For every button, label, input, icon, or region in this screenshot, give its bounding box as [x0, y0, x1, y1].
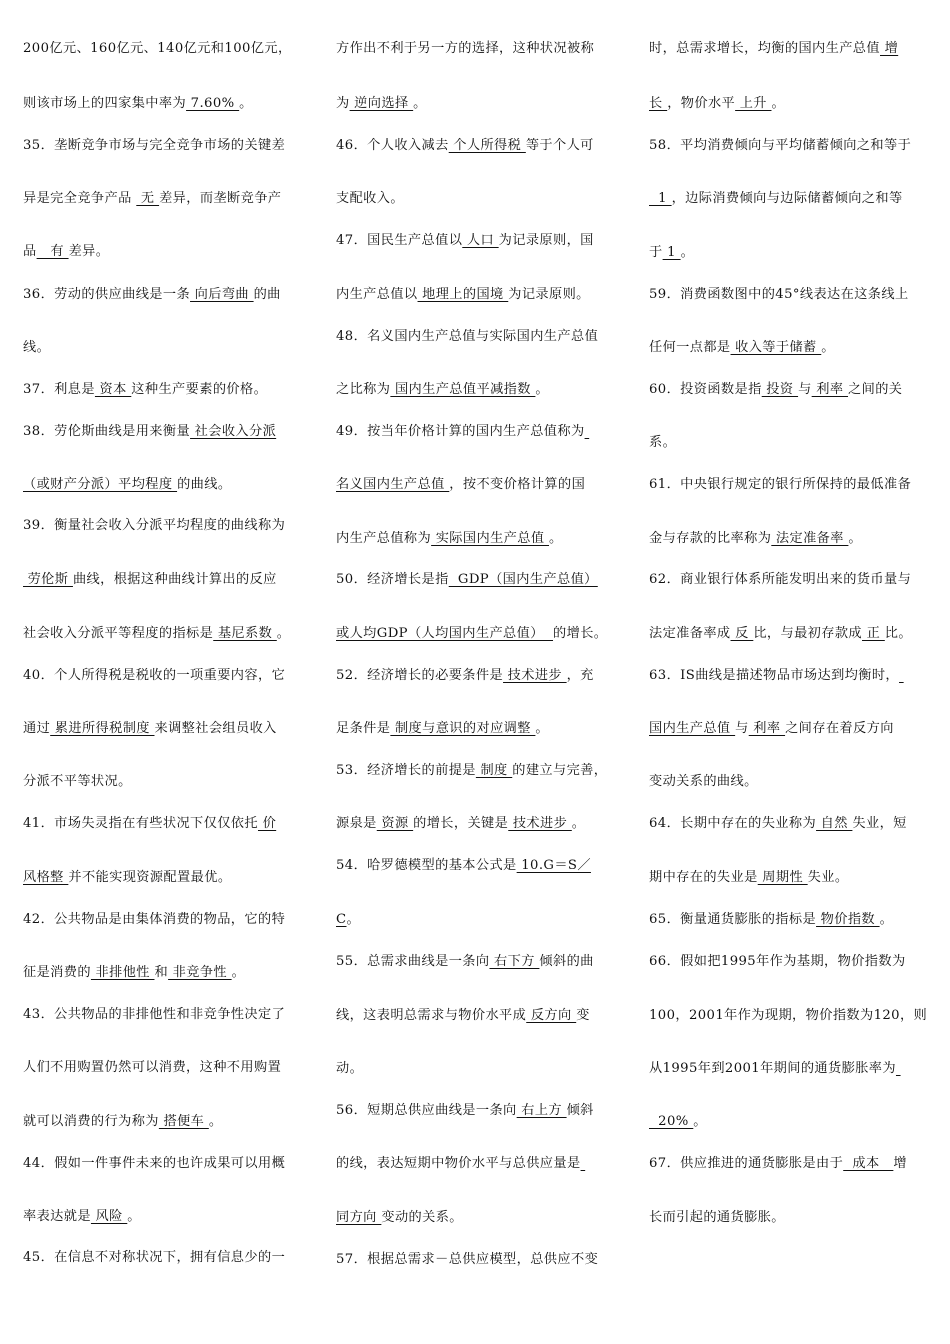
text-line: [649, 244, 694, 262]
text-segment: 线，这表明总需求与物价水平成: [336, 1008, 527, 1023]
answer-blank: 资源: [376, 816, 414, 831]
text-line: [649, 869, 848, 887]
text-line: [23, 339, 50, 357]
text-line: [23, 911, 285, 929]
text-segment: 56．短期总供应曲线是一条向: [336, 1103, 517, 1118]
text-line: [23, 1155, 285, 1173]
text-line: [23, 667, 285, 685]
text-line: [649, 190, 903, 208]
text-segment: 社会收入分派平等程度的指标是: [23, 626, 214, 641]
text-segment: 200亿元、160亿元、140亿元和100亿元，: [23, 41, 292, 56]
text-segment: 的增长，关键是: [413, 816, 509, 831]
answer-blank: 成本: [843, 1156, 894, 1171]
text-segment: 49．按当年价格计算的国内生产总值称为: [336, 424, 585, 439]
answer-blank: 上升: [735, 96, 772, 111]
text-segment: 等于个人可: [525, 138, 594, 153]
text-segment: 长而引起的通货膨胀。: [649, 1210, 785, 1225]
answer-blank: 人口: [462, 233, 499, 248]
answer-blank: 利率: [748, 721, 786, 736]
text-segment: 差异。: [68, 244, 110, 259]
answer-blank: 同方向: [336, 1210, 382, 1225]
text-line: [336, 857, 591, 875]
text-line: [23, 625, 290, 643]
text-line: [649, 1007, 927, 1025]
text-segment: 变动关系的曲线。: [649, 774, 758, 789]
text-line: [336, 1060, 363, 1078]
text-line: [23, 243, 109, 261]
text-segment: 则该市场上的四家集中率为: [23, 96, 187, 111]
text-segment: 比，与最初存款成: [753, 626, 863, 641]
text-line: [336, 667, 594, 685]
answer-blank: 投资: [761, 382, 799, 397]
text-line: [336, 625, 607, 643]
text-segment: ，物价水平: [667, 96, 736, 111]
answer-blank: 风险: [90, 1209, 128, 1224]
text-segment: 45．在信息不对称状况下，拥有信息少的一: [23, 1250, 286, 1265]
text-segment: 。: [771, 96, 786, 111]
text-segment: 46．个人收入减去: [336, 138, 449, 153]
text-segment: 的建立与完善，: [512, 763, 608, 778]
text-line: [649, 571, 911, 589]
text-segment: 并不能实现资源配置最优。: [68, 870, 232, 885]
text-line: [23, 1113, 222, 1131]
text-segment: 人们不用购置仍然可以消费，这种不用购置: [23, 1060, 282, 1075]
text-line: [23, 869, 231, 887]
text-line: [649, 667, 904, 685]
text-line: [23, 773, 132, 791]
text-line: [23, 476, 231, 494]
text-segment: 系。: [649, 435, 677, 450]
text-line: [23, 517, 285, 535]
text-segment: 时，总需求增长，均衡的国内生产总值: [649, 41, 880, 56]
text-segment: 之比称为: [336, 382, 391, 397]
text-line: [649, 1060, 901, 1078]
text-line: [336, 530, 563, 548]
answer-blank: 向后弯曲: [190, 287, 254, 302]
text-segment: 品: [23, 244, 37, 259]
text-segment: 58．平均消费倾向与平均储蓄倾向之和等于: [649, 138, 912, 153]
text-segment: 36．劳动的供应曲线是一条: [23, 287, 191, 302]
text-segment: 66．假如把1995年作为基期，物价指数为: [649, 954, 906, 969]
text-line: [649, 381, 902, 399]
text-segment: 增: [893, 1156, 907, 1171]
text-line: [649, 815, 907, 833]
text-segment: 的曲线。: [177, 477, 232, 492]
answer-blank: 利率: [811, 382, 849, 397]
text-segment: 65．衡量通货膨胀的指标是: [649, 912, 817, 927]
text-segment: 来调整社会组员收入: [154, 721, 277, 736]
answer-blank: 1: [662, 245, 681, 260]
text-segment: 40．个人所得税是税收的一项重要内容，它: [23, 668, 286, 683]
text-line: [23, 1059, 281, 1077]
text-line: [336, 720, 549, 738]
text-line: [336, 953, 594, 971]
text-segment: 从1995年到2001年期间的通货膨胀率为: [649, 1061, 896, 1076]
text-segment: 曲线，根据这种曲线计算出的反应: [72, 572, 277, 587]
answer-blank: 价: [257, 816, 277, 831]
text-segment: 。: [231, 965, 246, 980]
text-line: [23, 286, 281, 304]
answer-blank: 制度与意识的对应调整: [390, 721, 536, 736]
answer-blank: 无: [136, 191, 160, 206]
text-segment: 。: [680, 245, 695, 260]
text-segment: 倾斜: [566, 1103, 594, 1118]
text-segment: 63．IS曲线是描述物品市场达到均衡时，: [649, 668, 900, 683]
answer-blank: 名义国内生产总值: [336, 477, 450, 492]
text-segment: 失业。: [807, 870, 849, 885]
text-segment: 动。: [336, 1061, 364, 1076]
text-segment: 43．公共物品的非排他性和非竞争性决定了: [23, 1007, 286, 1022]
answer-blank: 反: [730, 626, 754, 641]
answer-blank: 1: [649, 191, 672, 206]
text-segment: 52．经济增长的必要条件是: [336, 668, 504, 683]
text-line: [649, 911, 893, 929]
answer-blank: 制度: [475, 763, 513, 778]
text-segment: 47．国民生产总值以: [336, 233, 463, 248]
text-segment: 67．供应推进的通货膨胀是由于: [649, 1156, 844, 1171]
answer-blank: 非排他性: [90, 965, 155, 980]
text-segment: 。: [693, 1114, 707, 1129]
text-line: [23, 137, 285, 155]
text-segment: 和: [154, 965, 169, 980]
answer-blank: 社会收入分派: [190, 424, 277, 439]
answer-blank: [585, 424, 590, 439]
answer-blank: 20%: [649, 1114, 694, 1129]
answer-blank: 风格整: [23, 870, 69, 885]
text-segment: 差异，而垄断竞争产: [159, 191, 282, 206]
text-segment: 61．中央银行规定的银行所保持的最低准备: [649, 477, 912, 492]
answer-blank: 正: [862, 626, 885, 641]
text-line: [336, 40, 594, 58]
text-segment: 。: [276, 626, 291, 641]
text-segment: ，边际消费倾向与边际储蓄倾向之和等: [671, 191, 903, 206]
text-segment: 于: [649, 245, 663, 260]
text-segment: 异是完全竞争产品: [23, 191, 137, 206]
text-segment: 内生产总值以: [336, 287, 418, 302]
text-segment: 倾斜的曲: [539, 954, 594, 969]
text-line: [649, 773, 758, 791]
text-segment: 为记录原则，国: [498, 233, 594, 248]
text-segment: 就可以消费的行为称为: [23, 1114, 159, 1129]
text-segment: 金与存款的比率称为: [649, 531, 772, 546]
text-line: [336, 286, 590, 304]
text-segment: 60．投资函数是指: [649, 382, 762, 397]
text-segment: 37．利息是: [23, 382, 95, 397]
text-line: [23, 1006, 285, 1024]
answer-blank: 反方向: [526, 1008, 577, 1023]
text-segment: 源泉是: [336, 816, 377, 831]
text-segment: 为: [336, 96, 350, 111]
text-line: [336, 137, 594, 155]
answer-blank: 有: [36, 244, 69, 259]
text-line: [23, 40, 292, 58]
text-segment: 41．市场失灵指在有些状况下仅仅依托: [23, 816, 258, 831]
answer-blank: 基尼系数: [213, 626, 277, 641]
answer-blank: [581, 1156, 586, 1171]
text-segment: 与: [798, 382, 812, 397]
text-line: [336, 1251, 598, 1269]
text-segment: ，充: [566, 668, 594, 683]
text-segment: 变动的关系。: [381, 1210, 463, 1225]
answer-blank: 长: [649, 96, 668, 111]
text-line: [649, 953, 906, 971]
text-line: [336, 381, 549, 399]
text-segment: 。: [549, 531, 563, 546]
text-segment: 线。: [23, 340, 51, 355]
text-line: [23, 95, 253, 113]
text-segment: 期中存在的失业是: [649, 870, 758, 885]
text-segment: 通过: [23, 721, 51, 736]
text-segment: 之间存在着反方向: [785, 721, 894, 736]
text-segment: 。: [535, 382, 550, 397]
text-segment: 48．名义国内生产总值与实际国内生产总值: [336, 329, 599, 344]
text-line: [336, 1209, 463, 1227]
answer-blank: GDP（国内生产总值）: [448, 572, 598, 587]
text-line: [649, 625, 912, 643]
text-segment: 64．长期中存在的失业称为: [649, 816, 817, 831]
answer-blank: 物价指数: [816, 912, 880, 927]
text-segment: 支配收入。: [336, 191, 404, 206]
text-line: [649, 1155, 907, 1173]
answer-blank: 周期性: [757, 870, 808, 885]
answer-blank: 实际国内生产总值: [431, 531, 550, 546]
text-line: [23, 720, 277, 738]
text-segment: 任何一点都是: [649, 340, 731, 355]
answer-blank: 搭便车: [158, 1114, 209, 1129]
text-segment: 42．公共物品是由集体消费的物品，它的特: [23, 912, 286, 927]
text-segment: 的增长。: [553, 626, 608, 641]
text-line: [336, 911, 360, 929]
answer-blank: 非竞争性: [168, 965, 232, 980]
text-segment: 之间的关: [848, 382, 903, 397]
answer-blank: [896, 1061, 901, 1076]
text-line: [23, 815, 276, 833]
answer-blank: 技术进步: [508, 816, 572, 831]
answer-blank: 或人均GDP（人均国内生产总值）: [336, 626, 554, 641]
answer-blank: 10.G＝S／: [516, 858, 591, 873]
text-segment: 的曲: [253, 287, 281, 302]
answer-blank: 右上方: [516, 1103, 567, 1118]
answer-blank: 增: [880, 41, 899, 56]
text-line: [336, 762, 607, 780]
text-segment: 59．消费函数图中的45°线表达在这条线上: [649, 287, 909, 302]
answer-blank: 自然: [816, 816, 853, 831]
text-segment: 法定准备率成: [649, 626, 731, 641]
text-segment: 。: [879, 912, 894, 927]
text-segment: 为记录原则。: [508, 287, 590, 302]
text-segment: 。: [239, 96, 253, 111]
text-segment: 53．经济增长的前提是: [336, 763, 476, 778]
answer-blank: 右下方: [489, 954, 540, 969]
text-segment: 。: [413, 96, 427, 111]
text-segment: 失业，短: [852, 816, 907, 831]
text-line: [23, 1208, 141, 1226]
answer-blank: 技术进步: [503, 668, 567, 683]
text-segment: 62．商业银行体系所能发明出来的货币量与: [649, 572, 912, 587]
text-line: [649, 476, 911, 494]
text-segment: 率表达就是: [23, 1209, 91, 1224]
answer-blank: C: [336, 912, 347, 927]
answer-blank: 收入等于储蓄: [730, 340, 822, 355]
text-line: [336, 1155, 585, 1173]
answer-blank: 国内生产总值平减指数: [390, 382, 536, 397]
text-line: [649, 286, 909, 304]
text-line: [649, 434, 676, 452]
text-line: [649, 339, 835, 357]
text-line: [23, 423, 276, 441]
text-segment: 。: [208, 1114, 223, 1129]
text-segment: 的线，表达短期中物价水平与总供应量是: [336, 1156, 581, 1171]
text-line: [336, 815, 585, 833]
text-segment: 。: [821, 340, 835, 355]
answer-blank: 地理上的国境: [417, 287, 509, 302]
text-line: [649, 40, 898, 58]
text-line: [649, 1209, 785, 1227]
text-line: [649, 530, 862, 548]
text-line: [336, 232, 594, 250]
text-segment: 100，2001年作为现期，物价指数为120，则: [649, 1008, 928, 1023]
text-line: [336, 423, 589, 441]
text-segment: 55．总需求曲线是一条向: [336, 954, 490, 969]
answer-blank: 劳伦斯: [23, 572, 73, 587]
text-line: [336, 476, 585, 494]
text-line: [649, 95, 785, 113]
answer-blank: 逆向选择: [349, 96, 414, 111]
text-segment: ，按不变价格计算的国: [449, 477, 586, 492]
text-line: [649, 137, 911, 155]
text-line: [336, 1007, 590, 1025]
text-line: [23, 381, 267, 399]
text-line: [23, 571, 277, 589]
text-segment: 分派不平等状况。: [23, 774, 132, 789]
text-segment: 。: [571, 816, 586, 831]
text-segment: 征是消费的: [23, 965, 91, 980]
text-line: [649, 1113, 707, 1131]
text-segment: 与: [735, 721, 749, 736]
text-segment: 50．经济增长是指: [336, 572, 449, 587]
text-line: [23, 1249, 285, 1267]
text-segment: 。: [848, 531, 863, 546]
text-segment: 54．哈罗德模型的基本公式是: [336, 858, 517, 873]
answer-blank: 法定准备率: [771, 531, 849, 546]
text-line: [336, 328, 598, 346]
text-line: [649, 720, 894, 738]
text-segment: 足条件是: [336, 721, 391, 736]
text-segment: 比。: [884, 626, 912, 641]
answer-blank: [899, 668, 904, 683]
text-segment: 。: [346, 912, 361, 927]
text-segment: 方作出不利于另一方的选择，这种状况被称: [336, 41, 595, 56]
text-segment: 39．衡量社会收入分派平均程度的曲线称为: [23, 518, 286, 533]
text-segment: 。: [127, 1209, 141, 1224]
answer-blank: 资本: [94, 382, 132, 397]
text-segment: 这种生产要素的价格。: [131, 382, 268, 397]
text-line: [336, 571, 598, 589]
text-line: [336, 1102, 594, 1120]
text-segment: 。: [535, 721, 550, 736]
answer-blank: 国内生产总值: [649, 721, 736, 736]
text-line: [336, 95, 427, 113]
text-line: [23, 190, 281, 208]
answer-blank: 累进所得税制度: [50, 721, 155, 736]
text-line: [23, 964, 245, 982]
text-segment: 44．假如一件事件未来的也许成果可以用概: [23, 1156, 286, 1171]
text-line: [336, 190, 404, 208]
text-segment: 内生产总值称为: [336, 531, 432, 546]
text-segment: 35．垄断竞争市场与完全竞争市场的关键差: [23, 138, 286, 153]
answer-blank: （或财产分派）平均程度: [23, 477, 178, 492]
text-segment: 57．根据总需求－总供应模型，总供应不变: [336, 1252, 599, 1267]
answer-blank: 7.60%: [186, 96, 240, 111]
answer-blank: 个人所得税: [448, 138, 526, 153]
text-segment: 变: [576, 1008, 590, 1023]
text-segment: 38．劳伦斯曲线是用来衡量: [23, 424, 191, 439]
